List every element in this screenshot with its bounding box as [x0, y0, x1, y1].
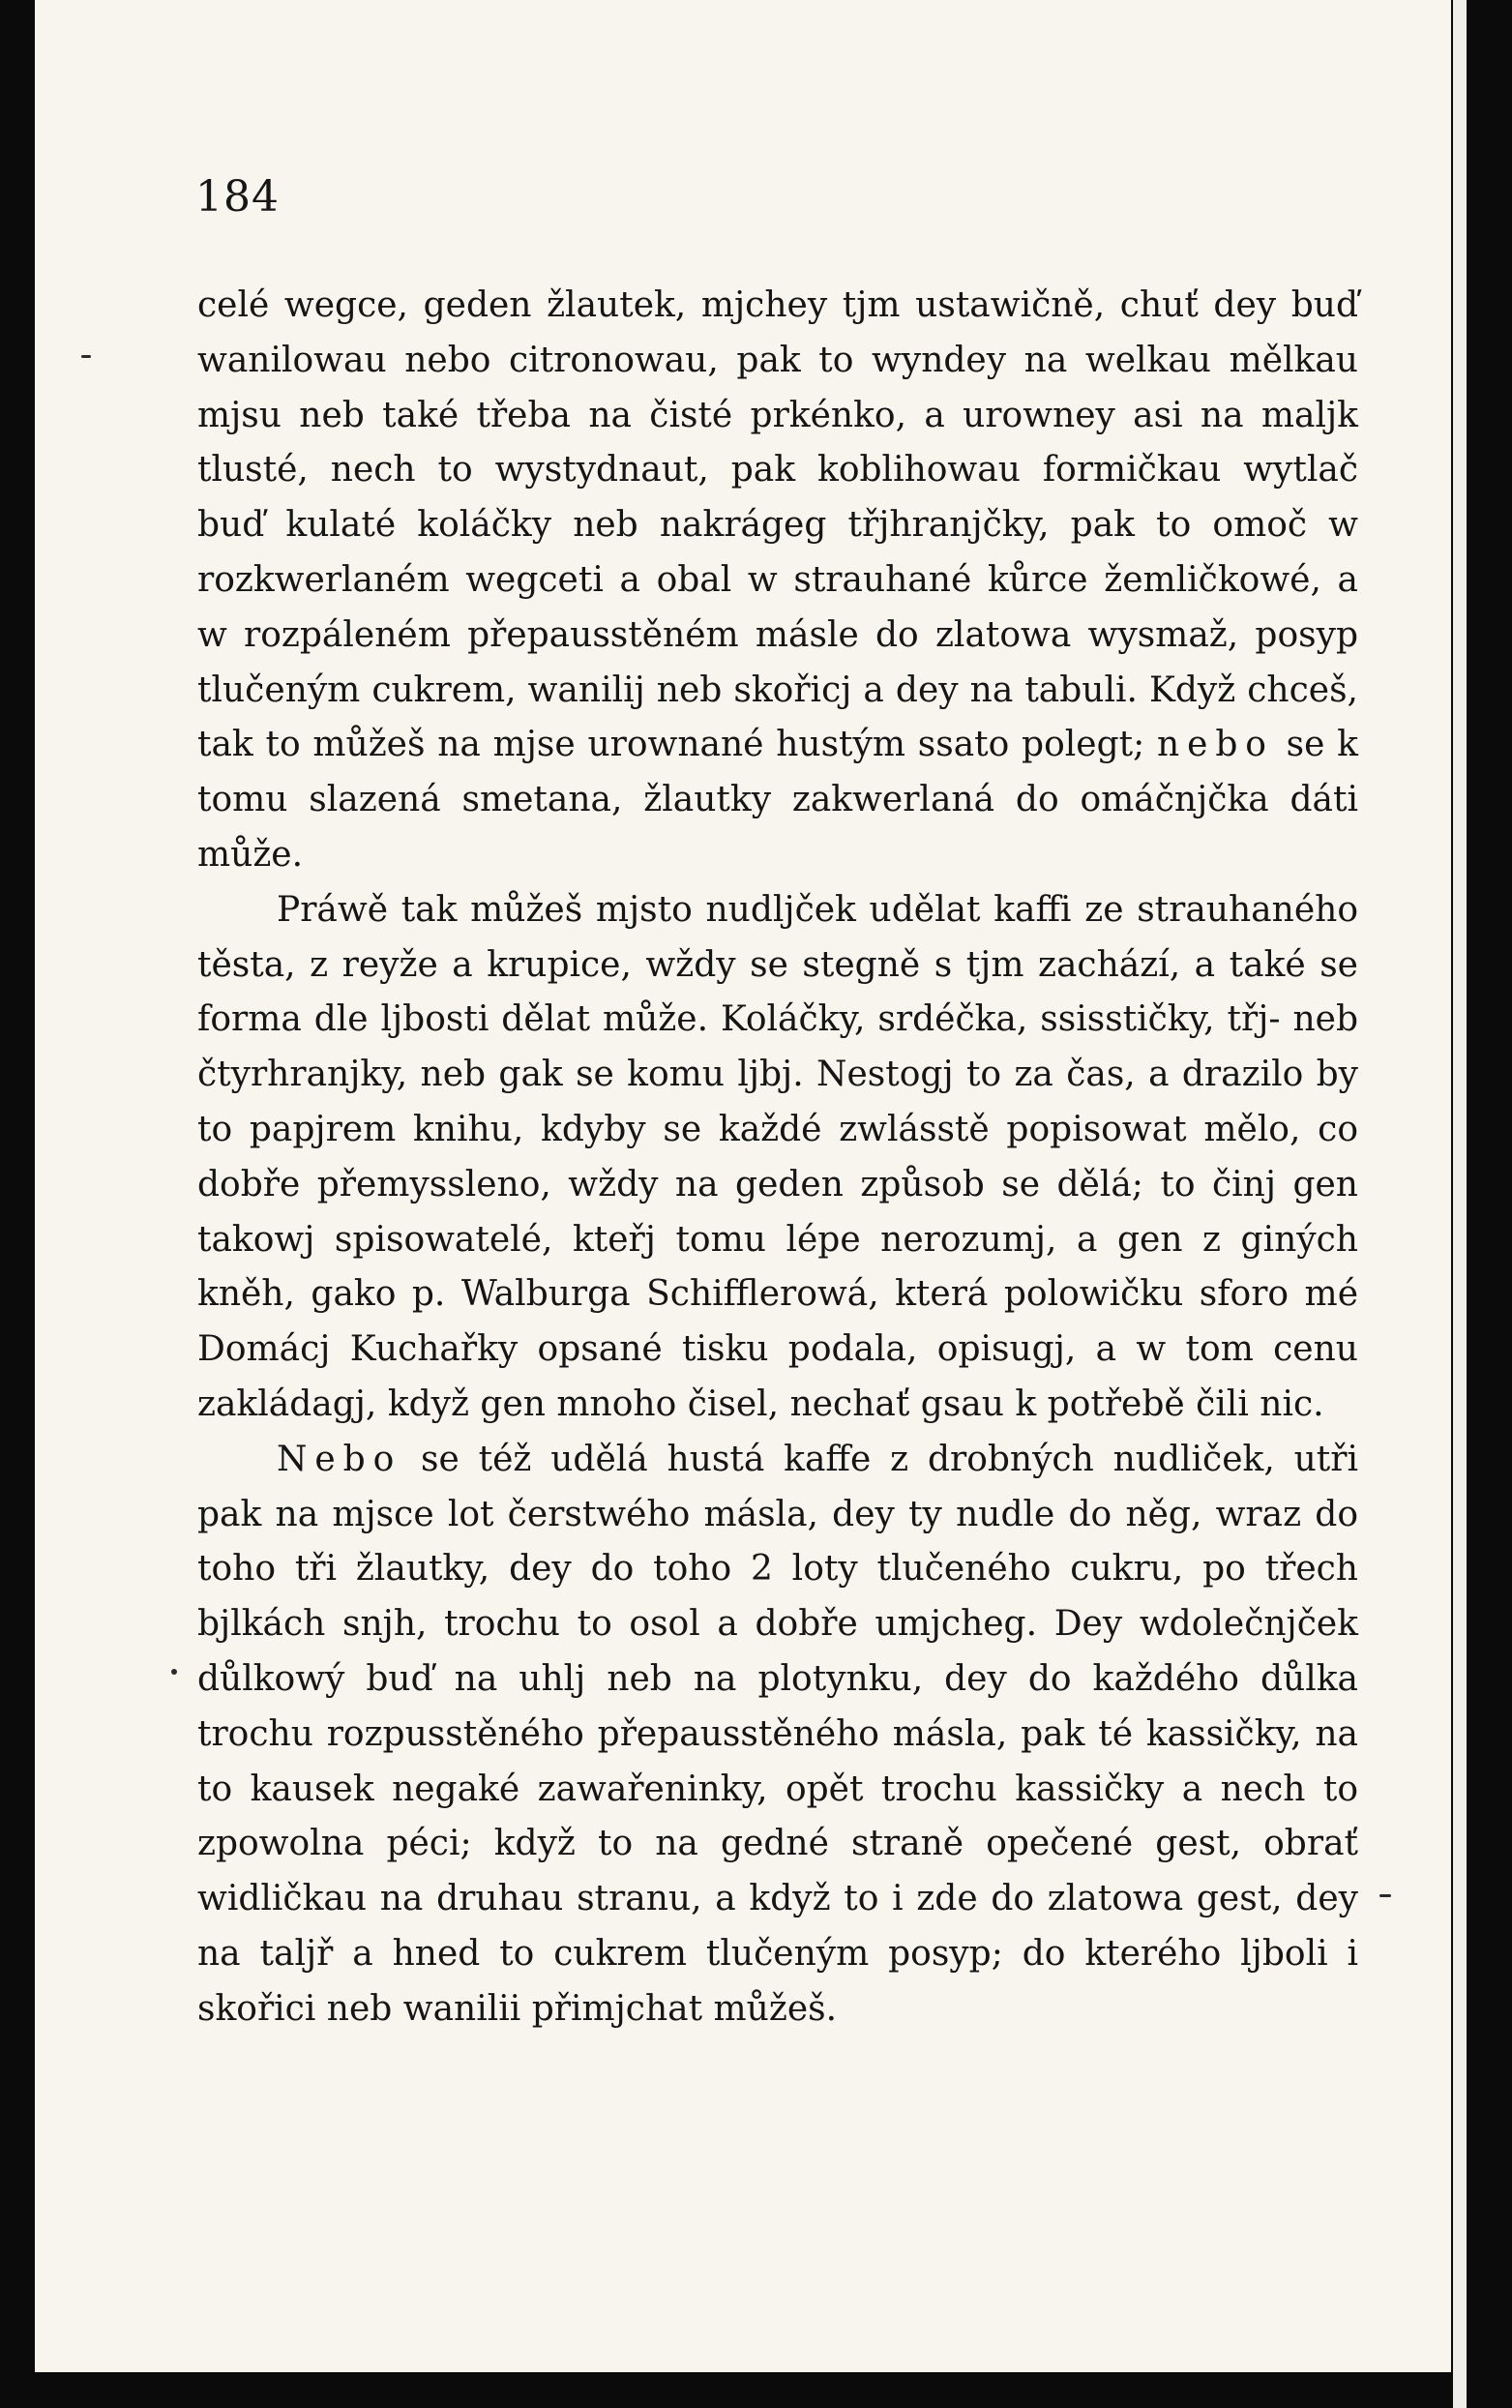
- margin-speck: [81, 355, 91, 358]
- paragraph-1-text-after: se k tomu slazená smetana, žlautky zakwerlaná do omáčnjčka dáti může.: [197, 725, 1359, 875]
- body-text: [197, 279, 1358, 2037]
- margin-speck: [1379, 1894, 1391, 1897]
- paragraph-3-spaced-word: Nebo: [277, 1439, 402, 1479]
- book-page: [35, 0, 1463, 2372]
- paragraph-1-text: celé wegce, geden žlautek, mjchey tjm ustawičně, chuť dey buď wanilowau nebo citronowau, pak to wyndey na welkau mělkau mjsu neb také třeba na čisté prkénko, a urowney asi na maljk tlusté, nech to wystydnaut, pak koblihowau formičkau wytlač buď kulaté koláčky neb nakrágeg třjhranjčky, pak to omoč w rozkwerlaném wegceti a obal w strauhané kůrce žemličkowé, a w rozpáleném přepausstěném másle do zlatowa wysmaž, posyp tlučeným cukrem, wanilij neb skořicj a dey na tabuli. Když chceš, tak to můžeš na mjse urownané hustým ssato polegt;: [197, 285, 1358, 765]
- paragraph-2: [197, 883, 1358, 1433]
- margin-speck: [171, 1669, 177, 1675]
- paragraph-1-spaced-word: nebo: [1157, 725, 1274, 765]
- paragraph-3-text: se též udělá hustá kaffe z drobných nudliček, utři pak na mjsce lot čerstwého másla, dey ty nudle do něg, wraz do toho tři žlautky, dey do toho 2 loty tlučeného cukru, po třech bjlkách snjh, trochu to osol a dobře umjcheg. Dey wdolečnjček důlkowý buď na uhlj neb na plotynku, dey do každého důlka trochu rozpusstěného přepausstěného másla, pak té kassičky, na to kausek negaké zawařeninky, opět trochu kassičky a nech to zpowolna péci; když to na gedné straně opečené gest, obrať widličkau na druhau stranu, a když to i zde do zlatowa gest, dey na taljř a hned to cukrem tlučeným posyp; do kterého ljboli i skořici neb wanilii přimjchat můžeš.: [197, 1439, 1358, 2029]
- next-page-edge: [1453, 0, 1467, 2408]
- paragraph-2-text: Práwě tak můžeš mjsto nudljček udělat kaffi ze strauhaného těsta, z reyže a krupice, wždy se stegně s tjm zachází, a také se forma dle ljbosti dělat může. Koláčky, srdéčka, ssisstičky, třj- neb čtyrhranjky, neb gak se komu ljbj. Nestogj to za čas, a drazilo by to papjrem knihu, kdyby se každé zwlásstě popisowat mělo, co dobře přemyssleno, wždy na geden způsob se dělá; to činj gen takowj spisowatelé, kteřj tomu lépe nerozumj, a gen z giných kněh, gako p. Walburga Schifflerowá, která polowičku sforo mé Domácj Kuchařky opsané tisku podala, opisugj, a w tom cenu zakládagj, když gen mnoho čisel, nechať gsau k potřebě čili nic.: [197, 889, 1358, 1424]
- paragraph-3: [197, 1433, 1358, 2037]
- page-number: 184: [195, 172, 280, 222]
- paragraph-1: [197, 279, 1358, 883]
